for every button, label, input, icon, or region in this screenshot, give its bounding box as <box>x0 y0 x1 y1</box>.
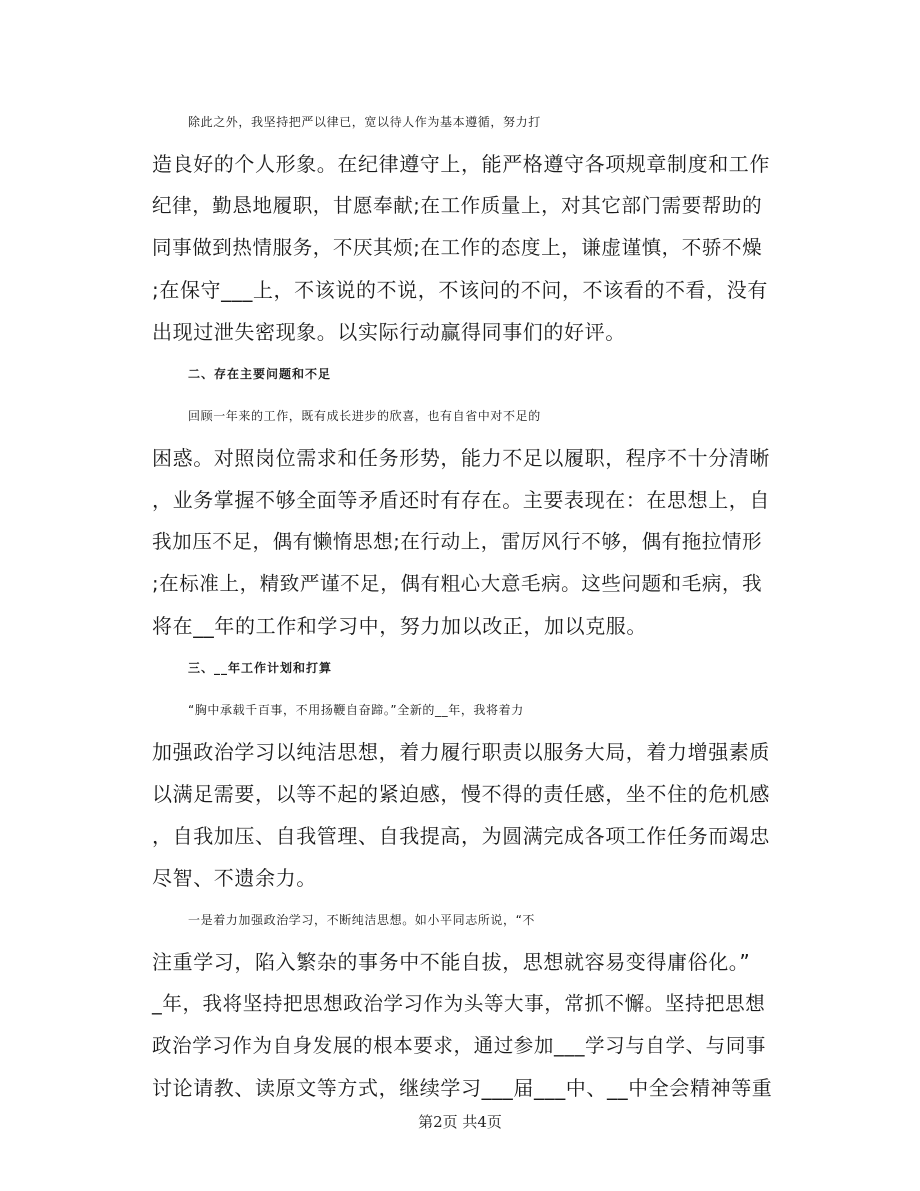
paragraph-line: ，业务掌握不够全面等矛盾还时有存在。主要表现在：在思想上，自 <box>152 488 770 512</box>
paragraph-line: 回顾一年来的工作，既有成长进步的欣喜，也有自省中对不足的 <box>188 409 541 423</box>
paragraph-line: “胸中承载千百事，不用扬鞭自奋蹄。”全新的__年，我将着力 <box>188 703 524 717</box>
paragraph-line: 除此之外，我坚持把严以律已，宽以待人作为基本遵循，努力打 <box>188 115 541 129</box>
paragraph-line: 困惑。对照岗位需求和任务形势，能力不足以履职，程序不十分清晰 <box>152 446 770 470</box>
paragraph-line: 注重学习，陷入繁杂的事务中不能自拔，思想就容易变得庸俗化。” <box>152 950 751 974</box>
paragraph-line: 出现过泄失密现象。以实际行动赢得同事们的好评。 <box>152 320 626 344</box>
paragraph-line: 同事做到热情服务，不厌其烦;在工作的态度上，谦虚谨慎，不骄不燥 <box>152 236 763 259</box>
section-heading: 二、存在主要问题和不足 <box>188 367 332 381</box>
paragraph-line: ;在保守___上，不该说的不说，不该问的不问，不该看的不看，没有 <box>152 278 768 302</box>
page-number-footer: 第2页 共4页 <box>418 1113 502 1131</box>
paragraph-line: 以满足需要，以等不起的紧迫感，慢不得的责任感，坐不住的危机感 <box>152 782 770 806</box>
paragraph-line: 尽智、不遗余力。 <box>152 866 317 890</box>
paragraph-line: _年，我将坚持把思想政治学习作为头等大事，常抓不懈。坚持把思想 <box>152 992 766 1015</box>
paragraph-line: 加强政治学习以纯洁思想，着力履行职责以服务大局，着力增强素质 <box>152 740 770 764</box>
paragraph-line: 将在__年的工作和学习中，努力加以改正，加以克服。 <box>152 614 647 638</box>
paragraph-line: 我加压不足，偶有懒惰思想;在行动上，雷厉风行不够，偶有拖拉情形 <box>152 530 763 553</box>
paragraph-line: 政治学习作为自身发展的根本要求，通过参加___学习与自学、与同事 <box>152 1034 766 1057</box>
paragraph-line: 造良好的个人形象。在纪律遵守上，能严格遵守各项规章制度和工作 <box>152 152 770 176</box>
paragraph-line: ，自我加压、自我管理、自我提高，为圆满完成各项工作任务而竭忠 <box>152 824 770 848</box>
section-heading: 三、__年工作计划和打算 <box>188 661 333 675</box>
paragraph-line: 一是着力加强政治学习，不断纯洁思想。如小平同志所说，“不 <box>188 913 536 927</box>
paragraph-line: 纪律，勤恳地履职，甘愿奉献;在工作质量上，对其它部门需要帮助的 <box>152 194 763 217</box>
paragraph-line: 讨论请教、读原文等方式，继续学习___届___中、__中全会精神等重 <box>152 1076 773 1100</box>
paragraph-line: ;在标准上，精致严谨不足，偶有粗心大意毛病。这些问题和毛病，我 <box>152 572 763 595</box>
